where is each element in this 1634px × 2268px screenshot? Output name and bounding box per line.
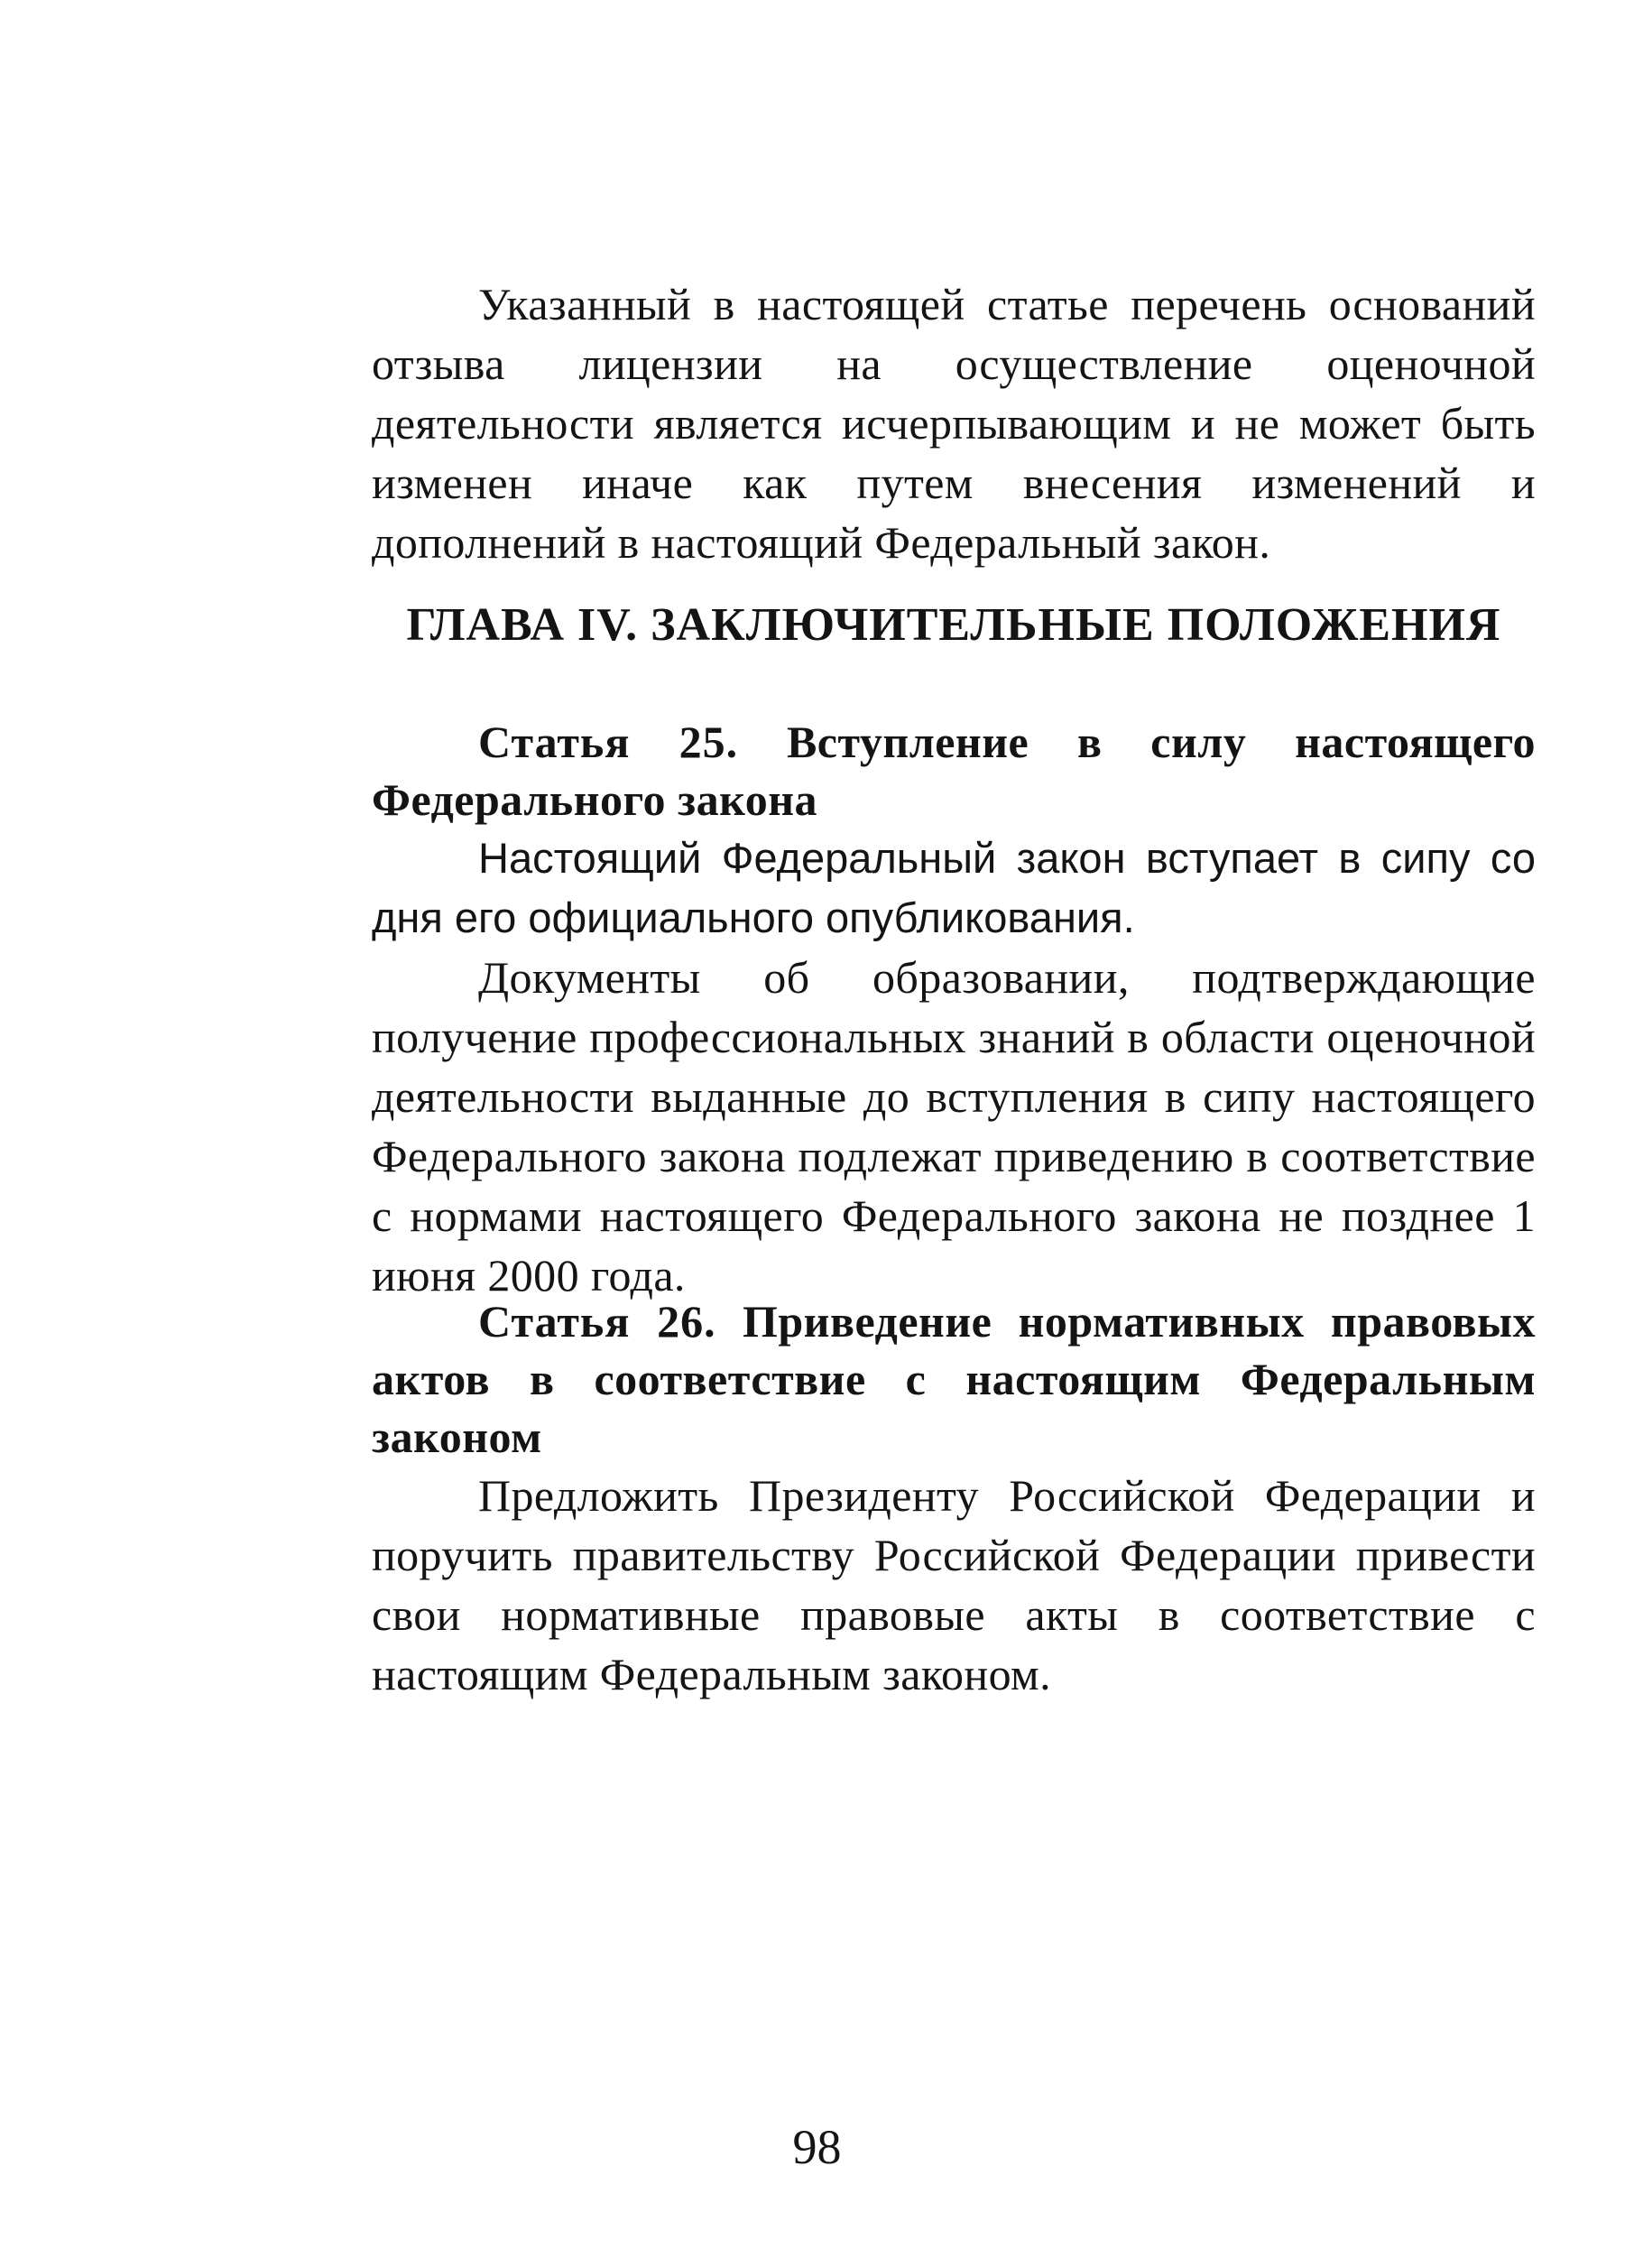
article-26 xyxy=(372,1292,1536,1704)
article-26-title: Приведение нормативных правовых актов в соответствие с настоящим Федеральным законом xyxy=(372,1296,1536,1462)
chapter-title: ГЛАВА IV. ЗАКЛЮЧИТЕЛЬНЫЕ ПОЛОЖЕНИЯ xyxy=(406,599,1501,651)
article-25-paragraph-2: Документы об образовании, подтверждающие получение профессиональных знаний в области оценочной деятельности выданные до вступления в сипу настоящего Федерального закона подлежат приведению в соответствие с нормами настоящего Федерального закона не позднее 1 июня 2000 года. xyxy=(372,952,1536,1301)
article-26-paragraph-1: Предложить Президенту Российской Федерации и поручить правительству Российской Федерации привести свои нормативные правовые акты в соответствие с настоящим Федеральным законом. xyxy=(372,1470,1536,1699)
article-26-number: Статья 26. xyxy=(478,1296,716,1347)
page-number: 98 xyxy=(792,2120,842,2174)
article-25-number: Статья 25. xyxy=(478,717,739,767)
article-25 xyxy=(372,713,1536,1305)
article-25-heading xyxy=(372,713,1536,829)
intro-section xyxy=(372,274,1536,572)
article-25-title: Вступление в силу настоящего Федерального закона xyxy=(372,717,1536,825)
article-26-heading xyxy=(372,1292,1536,1466)
article-25-paragraph-1: Настоящий Федеральный закон вступает в сипу со дня его официального опубликования. xyxy=(372,834,1536,941)
intro-paragraph: Указанный в настоящей статье перечень оснований отзыва лицензии на осуществление оценочной деятельности является исчерпывающим и не может быть изменен иначе как путем внесения изменений и дополнений в настоящий Федеральный закон. xyxy=(372,279,1536,568)
